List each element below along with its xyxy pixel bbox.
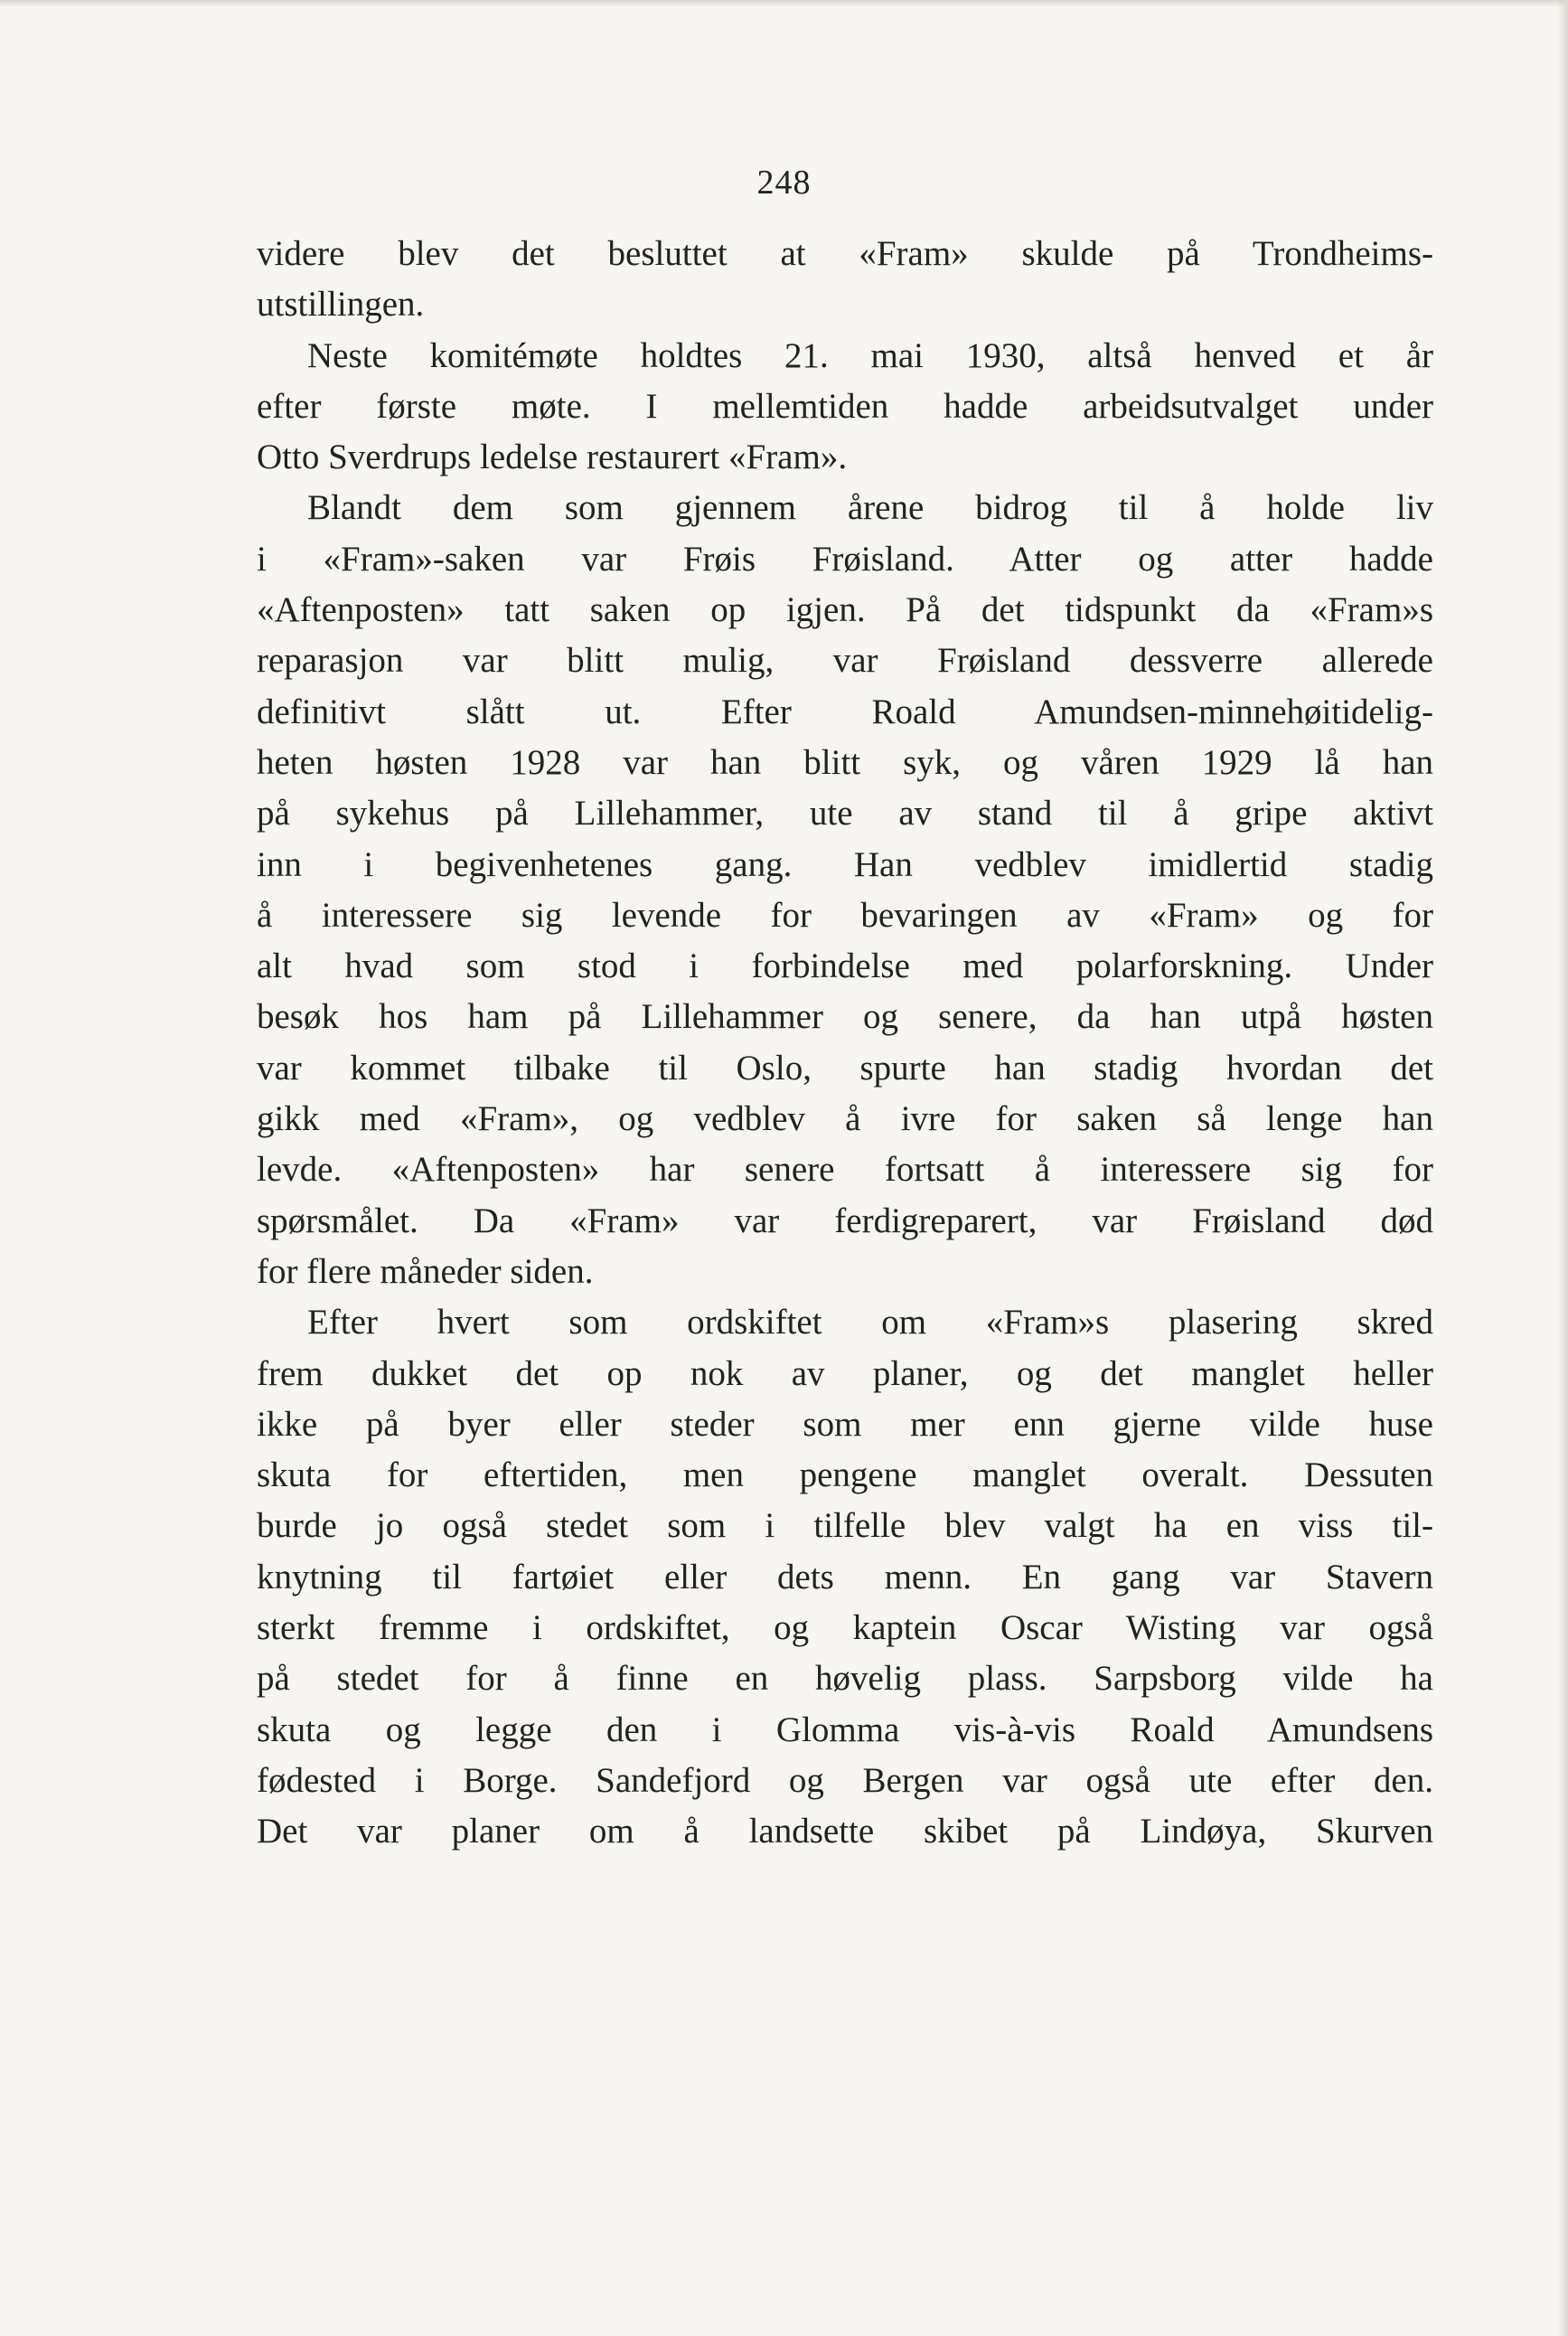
- text-line: i «Fram»-saken var Frøis Frøisland. Atter og atter hadde: [257, 539, 1433, 579]
- page-number: 248: [756, 164, 812, 202]
- text-line: videre blev det besluttet at «Fram» skulde på Trondheims-: [257, 234, 1433, 273]
- text-line: «Aftenposten» tatt saken op igjen. På det tidspunkt da «Fram»s: [257, 590, 1433, 630]
- text-line: besøk hos ham på Lillehammer og senere, da han utpå høsten: [257, 997, 1433, 1037]
- text-line: skuta og legge den i Glomma vis-à-vis Roald Amundsens: [257, 1710, 1433, 1749]
- text-line: frem dukket det op nok av planer, og det manglet heller: [257, 1353, 1433, 1393]
- text-line: på sykehus på Lillehammer, ute av stand til å gripe aktivt: [257, 794, 1433, 834]
- text-line: fødested i Borge. Sandefjord og Bergen var også ute efter den.: [257, 1760, 1433, 1800]
- text-line: Blandt dem som gjennem årene bidrog til å holde liv: [307, 488, 1433, 528]
- text-line: ikke på byer eller steder som mer enn gjerne vilde huse: [257, 1404, 1433, 1444]
- text-line: heten høsten 1928 var han blitt syk, og våren 1929 lå han: [257, 742, 1433, 782]
- text-line: på stedet for å finne en høvelig plass. Sarpsborg vilde ha: [257, 1659, 1433, 1699]
- text-line: skuta for eftertiden, men pengene manglet overalt. Dessuten: [257, 1455, 1433, 1495]
- body-text: [257, 229, 1433, 1858]
- scan-edge-top: [0, 0, 1568, 7]
- text-line: burde jo også stedet som i tilfelle blev valgt ha en viss til-: [257, 1506, 1433, 1546]
- text-line: levde. «Aftenposten» har senere fortsatt å interessere sig for: [257, 1150, 1433, 1190]
- text-line: inn i begivenhetenes gang. Han vedblev imidlertid stadig: [257, 844, 1433, 884]
- text-line: var kommet tilbake til Oslo, spurte han stadig hvordan det: [257, 1048, 1433, 1088]
- text-line: efter første møte. I mellemtiden hadde arbeidsutvalget under: [257, 386, 1433, 426]
- text-line: Det var planer om å landsette skibet på Lindøya, Skurven: [257, 1812, 1433, 1851]
- scan-edge-right: [1557, 0, 1568, 2336]
- text-line: Efter hvert som ordskiftet om «Fram»s plasering skred: [307, 1303, 1433, 1342]
- text-line: å interessere sig levende for bevaringen av «Fram» og for: [257, 895, 1433, 935]
- text-line: knytning til fartøiet eller dets menn. En gang var Stavern: [257, 1557, 1433, 1597]
- text-line: definitivt slått ut. Efter Roald Amundsen-minnehøitidelig-: [257, 692, 1433, 731]
- text-line: spørsmålet. Da «Fram» var ferdigreparert, var Frøisland død: [257, 1201, 1433, 1240]
- text-line: sterkt fremme i ordskiftet, og kaptein Oscar Wisting var også: [257, 1608, 1433, 1648]
- text-line: Neste komitémøte holdtes 21. mai 1930, altså henved et år: [307, 335, 1433, 375]
- text-line: gikk med «Fram», og vedblev å ivre for saken så lenge han: [257, 1099, 1433, 1139]
- text-line: Otto Sverdrups ledelse restaurert «Fram».: [257, 438, 848, 477]
- text-line: reparasjon var blitt mulig, var Frøisland dessverre allerede: [257, 641, 1433, 681]
- text-line: for flere måneder siden.: [257, 1251, 594, 1291]
- text-line: alt hvad som stod i forbindelse med polarforskning. Under: [257, 947, 1433, 986]
- text-line: utstillingen.: [257, 285, 425, 325]
